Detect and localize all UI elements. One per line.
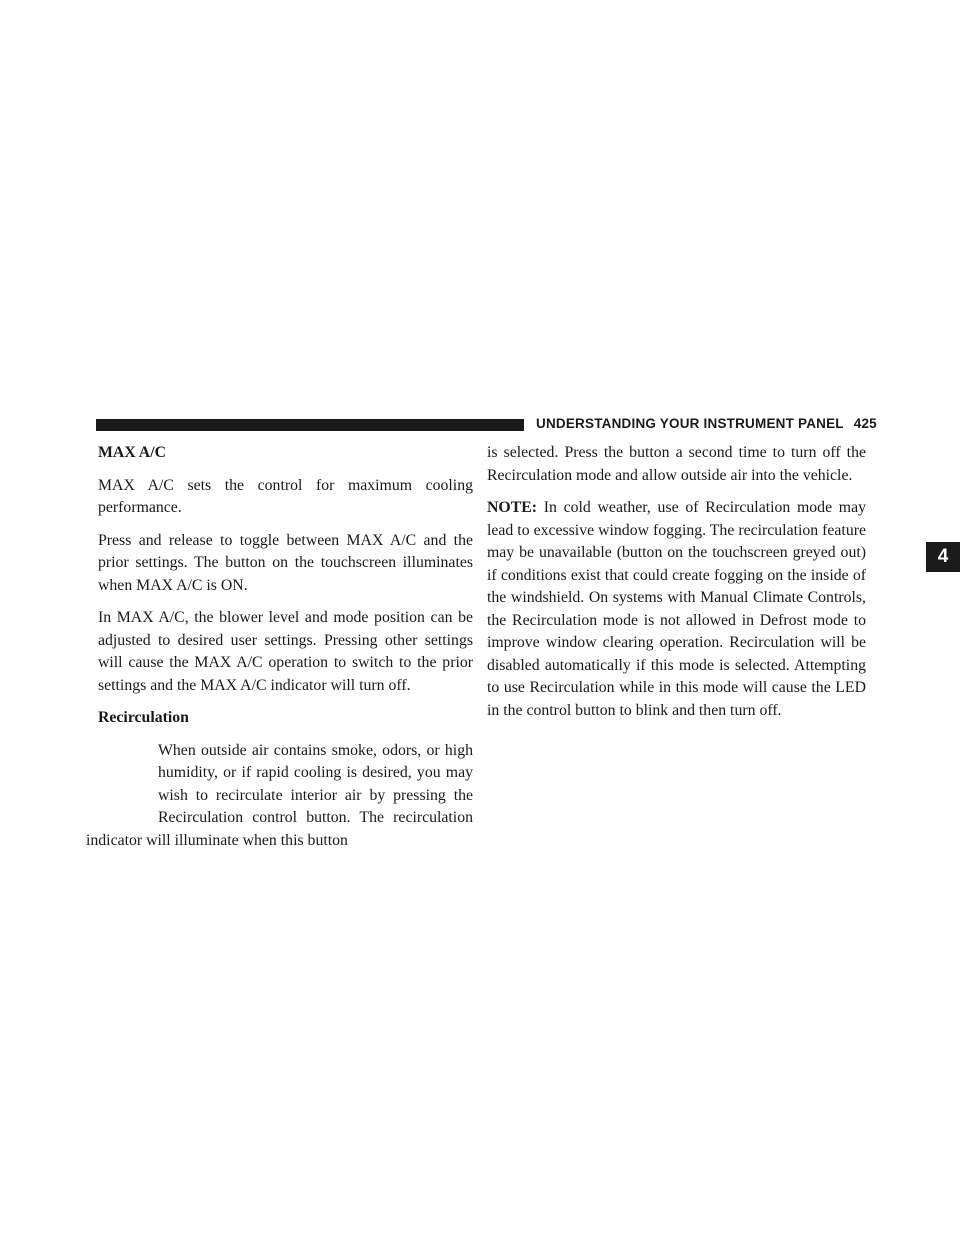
left-column bbox=[86, 442, 473, 862]
note-text: In cold weather, use of Recirculation mode may lead to excessive window fogging. The recirculation feature may be unavailable (button on the touchscreen greyed out) if conditions exist that could create fogging on the inside of the windshield. On systems with Manual Climate Controls, the Recirculation mode is not allowed in Defrost mode to improve window clearing operation. Recirculation will be disabled automatically if this mode is selected. Attempting to use Recirculation while in this mode will cause the LED in the control button to blink and then turn off. bbox=[487, 499, 866, 719]
header-rule bbox=[96, 419, 524, 431]
section-title: UNDERSTANDING YOUR INSTRUMENT PANEL bbox=[536, 416, 844, 431]
recirculation-para: When outside air contains smoke, odors, or high humidity, or if rapid cooling is desired, you may wish to recirculate interior air by pressing the Recirculation control button. The recirculation indicator will illuminate when this button bbox=[86, 741, 473, 849]
recirculation-block bbox=[86, 740, 473, 853]
max-ac-para-1: MAX A/C sets the control for maximum cooling performance. bbox=[98, 476, 473, 516]
recirculation-continued-para: is selected. Press the button a second time to turn off the Recirculation mode and allow outside air into the vehicle. bbox=[487, 444, 866, 484]
max-ac-para-3: In MAX A/C, the blower level and mode position can be adjusted to desired user settings. Pressing other settings will cause the MAX A/C operation to switch to the prior settings and the MAX A/C indicator will turn off. bbox=[98, 609, 473, 694]
chapter-tab: 4 bbox=[926, 542, 960, 572]
running-header bbox=[536, 416, 877, 431]
right-column bbox=[487, 442, 866, 732]
recirculation-icon bbox=[86, 740, 158, 828]
max-ac-heading: MAX A/C bbox=[98, 444, 167, 461]
note-paragraph bbox=[487, 497, 866, 722]
page-number: 425 bbox=[853, 416, 877, 431]
note-label: NOTE: bbox=[487, 499, 538, 516]
max-ac-para-2: Press and release to toggle between MAX A/C and the prior settings. The button on the touchscreen illuminates when MAX A/C is ON. bbox=[98, 531, 473, 594]
recirculation-heading: Recirculation bbox=[98, 709, 189, 726]
